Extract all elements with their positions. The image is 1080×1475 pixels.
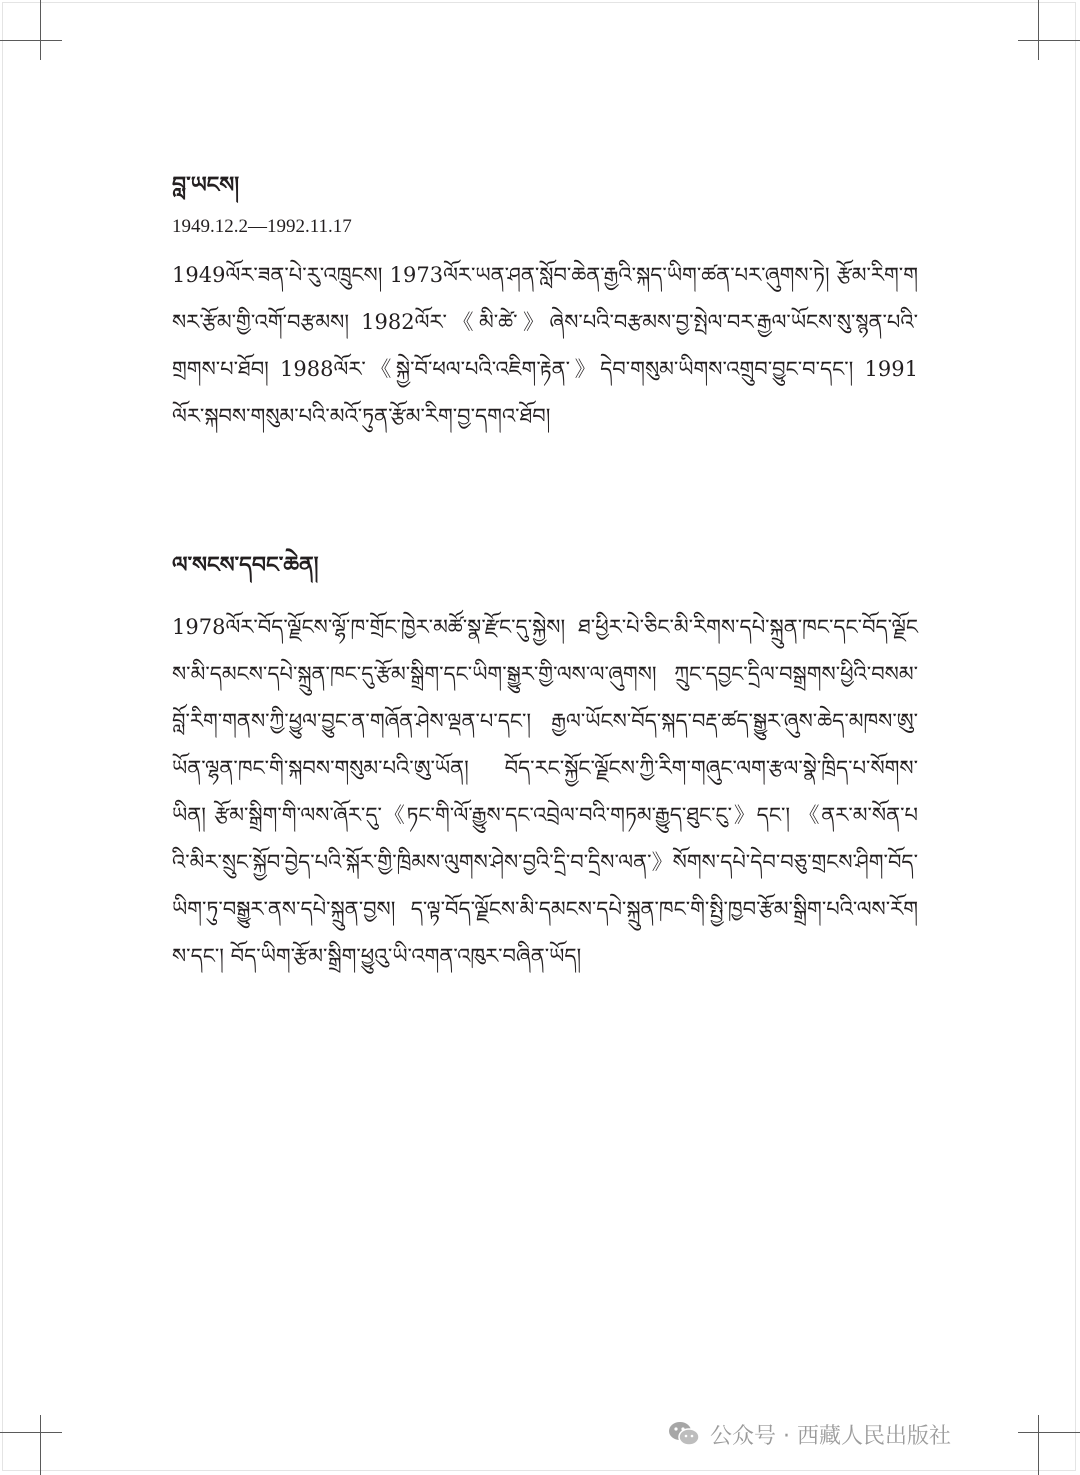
crop-mark	[0, 40, 62, 41]
watermark	[668, 1418, 951, 1450]
author-dates: 1949.12.2—1992.11.17	[172, 216, 352, 237]
crop-mark	[40, 1415, 41, 1475]
wechat-icon	[668, 1420, 700, 1448]
translator-bio-text: 1978ལོར་བོད་ལྗོངས་ལྷོ་ཁ་གྲོང་ཁྱེར་མཚོ་སྣ་རྫོང་དུ་སྐྱེས། ཐ་ཕྱིར་པེ་ཅིང་མི་རིགས་དཔེ་སྐྲུན་ཁང་དང་བོད་ལྗོངས་མི་དམངས་དཔེ་སྐྲུན་ཁང་དུ་རྩོམ་སྒྲིག་དང་ཡིག་སྒྱུར་གྱི་ལས་ལ་ཞུགས། ཀྲུང་དབྱང་དྲིལ་བསྒྲགས་ཕྱིའི་བསམ་བློ་རིག་གནས་ཀྱི་ཕྱུལ་བྱུང་ན་གཞོན་ཤེས་ལྡན་པ་དང་། རྒྱལ་ཡོངས་བོད་སྐད་བརྡ་ཚད་སྒྱུར་ཞུས་ཆེད་མཁས་ཨུ་ཡོན་ལྷན་ཁང་གི་སྐབས་གསུམ་པའི་ཨུ་ཡོན། བོད་རང་སྐྱོང་ལྗོངས་ཀྱི་རིག་གཞུང་ལག་རྩལ་སྣེ་ཁྲིད་པ་སོགས་ཡིན། རྩོམ་སྒྲིག་གི་ལས་ཞོར་དུ་《ཏང་གི་ལོ་རྒྱུས་དང་འབྲེལ་བའི་གཏམ་རྒྱུད་ཐུང་ངུ་》དང་། 《ནར་མ་སོན་པའི་མིར་སྲུང་སྐྱོབ་བྱེད་པའི་སྐོར་གྱི་ཁྲིམས་ལུགས་ཤེས་བྱའི་དྲི་བ་དྲིས་ལན་》སོགས་དཔེ་དེབ་བཅུ་གྲངས་ཤིག་བོད་ཡིག་ཏུ་བསྒྱུར་ནས་དཔེ་སྐྲུན་བྱས། ད་ལྟ་བོད་ལྗོངས་མི་དམངས་དཔེ་སྐྲུན་ཁང་གི་སྤྱི་ཁྱབ་རྩོམ་སྒྲིག་པའི་ལས་རོགས་དང་། བོད་ཡིག་རྩོམ་སྒྲིག་ཕྱུའུ་ཡི་འགན་འཁུར་བཞིན་ཡོད།	[172, 615, 918, 968]
watermark-text: 公众号 · 西藏人民出版社	[710, 1423, 951, 1449]
crop-mark	[1018, 40, 1080, 41]
crop-mark	[1038, 1415, 1039, 1475]
crop-mark	[40, 0, 41, 60]
author-bio-section	[172, 170, 918, 461]
crop-mark	[1018, 1432, 1080, 1433]
author-bio-text: 1949ལོར་ཟན་པེ་རུ་འཁྲུངས། 1973ལོར་ཡན་ཤན་སློབ་ཆེན་རྒྱའི་སྐད་ཡིག་ཚན་པར་ཞུགས་ཏེ། རྩོམ་རིག་གསར་རྩོམ་གྱི་འགོ་བརྩམས། 1982ལོར་《མི་ཚེ་》ཞེས་པའི་བརྩམས་བྱ་སྤེལ་བར་རྒྱལ་ཡོངས་སུ་སྙན་པའི་གྲགས་པ་ཐོབ། 1988ལོར་《སྐྱེ་བོ་ཕལ་པའི་འཇིག་རྟེན་》དེབ་གསུམ་ཡིགས་འགྲུབ་བྱུང་བ་དང་། 1991ལོར་སྐབས་གསུམ་པའི་མའོ་ཏུན་རྩོམ་རིག་བྱ་དགའ་ཐོབ།	[172, 263, 918, 428]
crop-mark	[1038, 0, 1039, 60]
crop-mark	[0, 1432, 62, 1433]
translator-name: ལ་སངས་དབང་ཆེན།	[172, 552, 319, 578]
author-name: བླ་ཡངས།	[172, 172, 240, 198]
translator-bio-section	[172, 550, 918, 1001]
